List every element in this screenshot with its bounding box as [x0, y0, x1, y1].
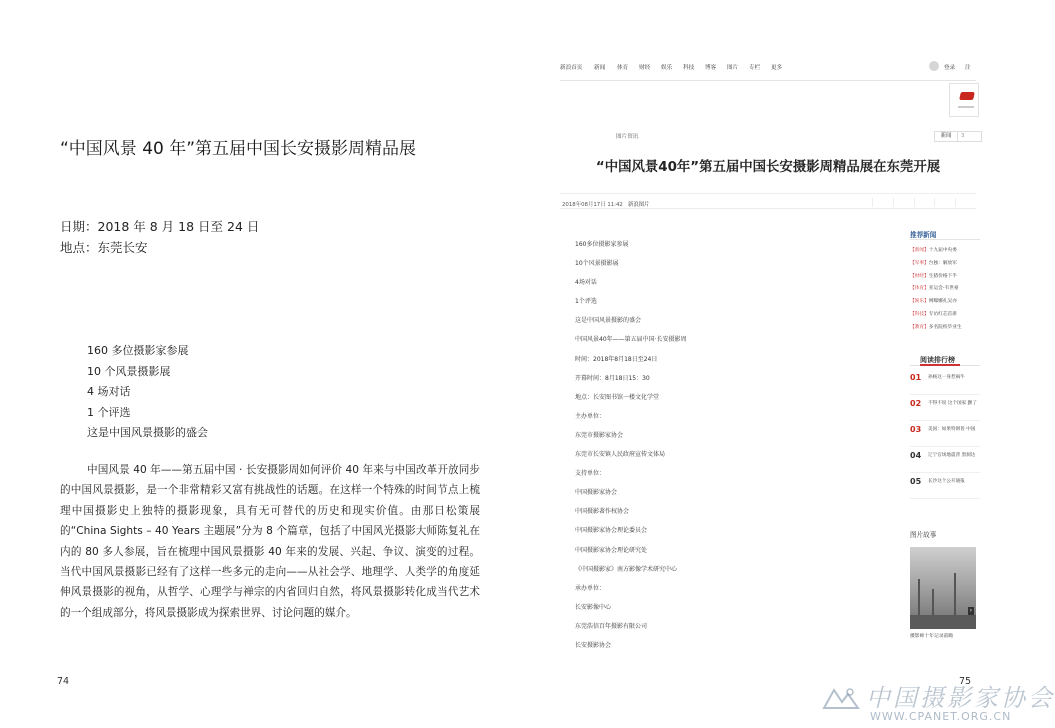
divider: [910, 420, 980, 421]
ranking-number: 01: [910, 373, 922, 382]
user-avatar-icon[interactable]: [929, 61, 939, 71]
watermark-url: WWW.CPANET.ORG.CN: [870, 710, 1012, 723]
register-link[interactable]: 注: [965, 65, 971, 71]
ranking-text: 孙杨这一身惹祸牛: [928, 375, 965, 380]
ranking-number: 02: [910, 399, 922, 408]
article-line: 承办单位：: [575, 584, 606, 592]
divider: [910, 498, 980, 499]
watermark-text: 中国摄影家协会: [866, 684, 1055, 712]
highlight-item: 1 个评选: [87, 405, 131, 419]
search-input[interactable]: 3: [958, 131, 982, 142]
recommend-text: 专访红芯首席: [928, 311, 957, 317]
recommend-item[interactable]: [910, 309, 962, 322]
article-line: 东莞市长安镇人民政府宣传文体局: [575, 451, 666, 459]
search-category-tab[interactable]: 新闻: [934, 131, 958, 142]
article-line: 160多位摄影家参展: [575, 241, 629, 248]
ranking-item[interactable]: [910, 451, 980, 473]
tree-shape: [954, 573, 956, 619]
ranking-item[interactable]: [910, 399, 980, 421]
next-arrow-icon[interactable]: ›: [969, 607, 973, 614]
highlight-item: 4 场对话: [87, 385, 131, 399]
article-line: 中国摄影家协会理论研究处: [575, 546, 648, 554]
nav-item-more[interactable]: 更多: [771, 65, 783, 71]
top-nav: [560, 55, 976, 81]
highlight-list: [87, 341, 208, 444]
ground-shape: [910, 615, 976, 629]
recommend-text: 十九届中央委: [928, 248, 957, 253]
webpage-screenshot: [560, 55, 976, 660]
article-line: 《中国摄影家》南方影像学术研究中心: [575, 565, 678, 573]
recommend-tag: 【娱乐】: [910, 299, 929, 305]
nav-item-ent[interactable]: 娱乐: [661, 65, 673, 71]
article-title: “中国风景40年”第五届中国长安摄影周精品展在东莞开展: [595, 160, 941, 175]
logo-subline: [958, 106, 974, 108]
nav-item-home[interactable]: 新浪首页: [560, 65, 583, 71]
section-label[interactable]: 图片资讯: [616, 134, 639, 140]
camera-icon: [820, 684, 862, 714]
ranking-heading[interactable]: 阅读排行榜: [920, 356, 955, 364]
picture-story-heading: 图片故事: [910, 531, 937, 539]
article-line: 东莞浩信百年摄影有限公司: [575, 622, 648, 630]
ranking-number: 05: [910, 477, 922, 486]
article-line: 东莞市摄影家协会: [575, 431, 624, 439]
recommend-tag: 【教育】: [910, 324, 929, 330]
login-link[interactable]: 登录: [944, 65, 956, 71]
recommend-text: 网曝娜扎吴亦: [928, 299, 957, 305]
date-line: 日期：2018 年 8 月 18 日至 24 日: [60, 219, 260, 234]
tree-shape: [918, 579, 920, 619]
ranking-text: 长沙这个公开通报: [928, 479, 965, 484]
article-line: 这是中国风景摄影的盛会: [575, 317, 642, 325]
highlight-item: 10 个风景摄影展: [87, 364, 171, 378]
recommend-text: 多名院校毕业生: [928, 324, 962, 330]
recommend-tag: 【新闻】: [910, 248, 929, 253]
left-page: [0, 0, 510, 728]
picture-caption[interactable]: 摄影师十年记录前瞻: [910, 634, 954, 639]
ranking-item[interactable]: [910, 425, 980, 447]
recommend-list: [910, 245, 962, 335]
recommend-tag: 【科技】: [910, 311, 929, 317]
place-line: 地点：东莞长安: [60, 240, 148, 255]
article-line: 中国摄影著作权协会: [575, 508, 630, 516]
article-date: 2018年08月17日 11:42: [562, 202, 623, 208]
recommend-text: 亚运会-韦世豪: [928, 286, 959, 292]
ranking-text: 辽宁官场地震背 黑洞达: [928, 453, 976, 458]
article-line: 开幕时间：8月18日15：30: [575, 374, 650, 382]
article-line: 支持单位：: [575, 470, 606, 478]
article-body: [575, 235, 687, 655]
article-line: 主办单位：: [575, 412, 606, 420]
ranking-tabbar: [910, 352, 980, 366]
nav-item-news[interactable]: 新闻: [594, 65, 606, 71]
page-number: 75: [959, 676, 972, 687]
article-line: 地点：长安图书馆一楼文化学堂: [575, 393, 660, 401]
ranking-text: 不得不说 这个国家 颤了: [928, 401, 977, 406]
divider: [910, 394, 980, 395]
divider: [910, 446, 980, 447]
article-line: 4场对话: [575, 279, 597, 287]
recommend-text: 生猪价格下半: [928, 273, 957, 279]
share-buttons[interactable]: [872, 198, 976, 207]
article-line: 中国摄影家协会理论委员会: [575, 527, 648, 535]
recommend-text: 台独：解放军: [928, 260, 957, 266]
article-line: 中国风景40年——第五届中国·长安摄影周: [575, 336, 687, 344]
recommend-item[interactable]: [910, 271, 962, 284]
article-line: 时间：2018年8月18日至24日: [575, 355, 658, 363]
nav-item-tech[interactable]: 科技: [683, 65, 695, 71]
recommend-tag: 【财经】: [910, 273, 929, 279]
ranking-item[interactable]: [910, 477, 980, 499]
page-number: 74: [57, 676, 70, 687]
recommend-heading: 推荐新闻: [910, 231, 937, 239]
body-paragraph: 中国风景 40 年——第五届中国 · 长安摄影周如何评价 40 年来与中国改革开放同步的中国风景摄影，是一个非常精彩又富有挑战性的话题。在这样一个特殊的时间节点上梳理中国摄影史上独特的摄影现象，具有无可替代的历史和现实价值。由那日松策展的“China Sights – 40 Years 主题展”分为 8 个篇章，包括了中国风光摄影大师陈复礼在内的 80 多人参展，旨在梳理中国风景摄影 40 年来的发展、兴起、争议、演变的过程。当代中国风景摄影已经有了这样一些多元的走向——从社会学、地理学、人类学的角度延伸风景摄影的视角，从哲学、心理学与禅宗的内省回归自然，将风景摄影转化成当代艺术的一个组成部分，将风景摄影成为探索世界、讨论问题的媒介。: [60, 464, 480, 619]
nav-item-finance[interactable]: 财经: [639, 65, 651, 71]
article-line: 长安摄影协会: [575, 641, 612, 649]
active-tab-indicator: [920, 364, 960, 366]
article-line: 10个风景摄影展: [575, 260, 619, 268]
logo-mark-icon: [959, 92, 975, 100]
watermark: [808, 676, 1055, 728]
ranking-text: 美国：如果特朗普 中国: [928, 427, 976, 432]
article-line: 长安影像中心: [575, 603, 612, 611]
byline-bar: [560, 193, 976, 209]
highlight-item: 这是中国风景摄影的盛会: [87, 426, 208, 440]
article-line: 中国摄影家协会: [575, 489, 618, 497]
page-title: “中国风景 40 年”第五届中国长安摄影周精品展: [60, 139, 417, 159]
recommend-item[interactable]: [910, 296, 962, 309]
nav-item-photo[interactable]: 图片: [727, 65, 739, 71]
nav-item-blog[interactable]: 博客: [705, 65, 717, 71]
recommend-item[interactable]: [910, 283, 962, 296]
site-logo[interactable]: [949, 83, 979, 117]
article-source[interactable]: 新浪图片: [628, 202, 650, 208]
ranking-number: 03: [910, 425, 922, 434]
recommend-item[interactable]: [910, 245, 962, 258]
article-line: 1个评选: [575, 298, 597, 306]
recommend-item[interactable]: [910, 258, 962, 271]
divider: [910, 239, 980, 240]
divider: [910, 472, 980, 473]
recommend-tag: 【体育】: [910, 286, 929, 292]
nav-item-column[interactable]: 专栏: [749, 65, 761, 71]
highlight-item: 160 多位摄影家参展: [87, 344, 189, 357]
ranking-item[interactable]: [910, 373, 980, 395]
recommend-tag: 【军事】: [910, 260, 929, 266]
picture-story-image[interactable]: [910, 547, 976, 629]
ranking-number: 04: [910, 451, 922, 460]
nav-item-sports[interactable]: 体育: [617, 65, 629, 71]
recommend-item[interactable]: [910, 322, 962, 335]
right-page: [512, 0, 1024, 728]
